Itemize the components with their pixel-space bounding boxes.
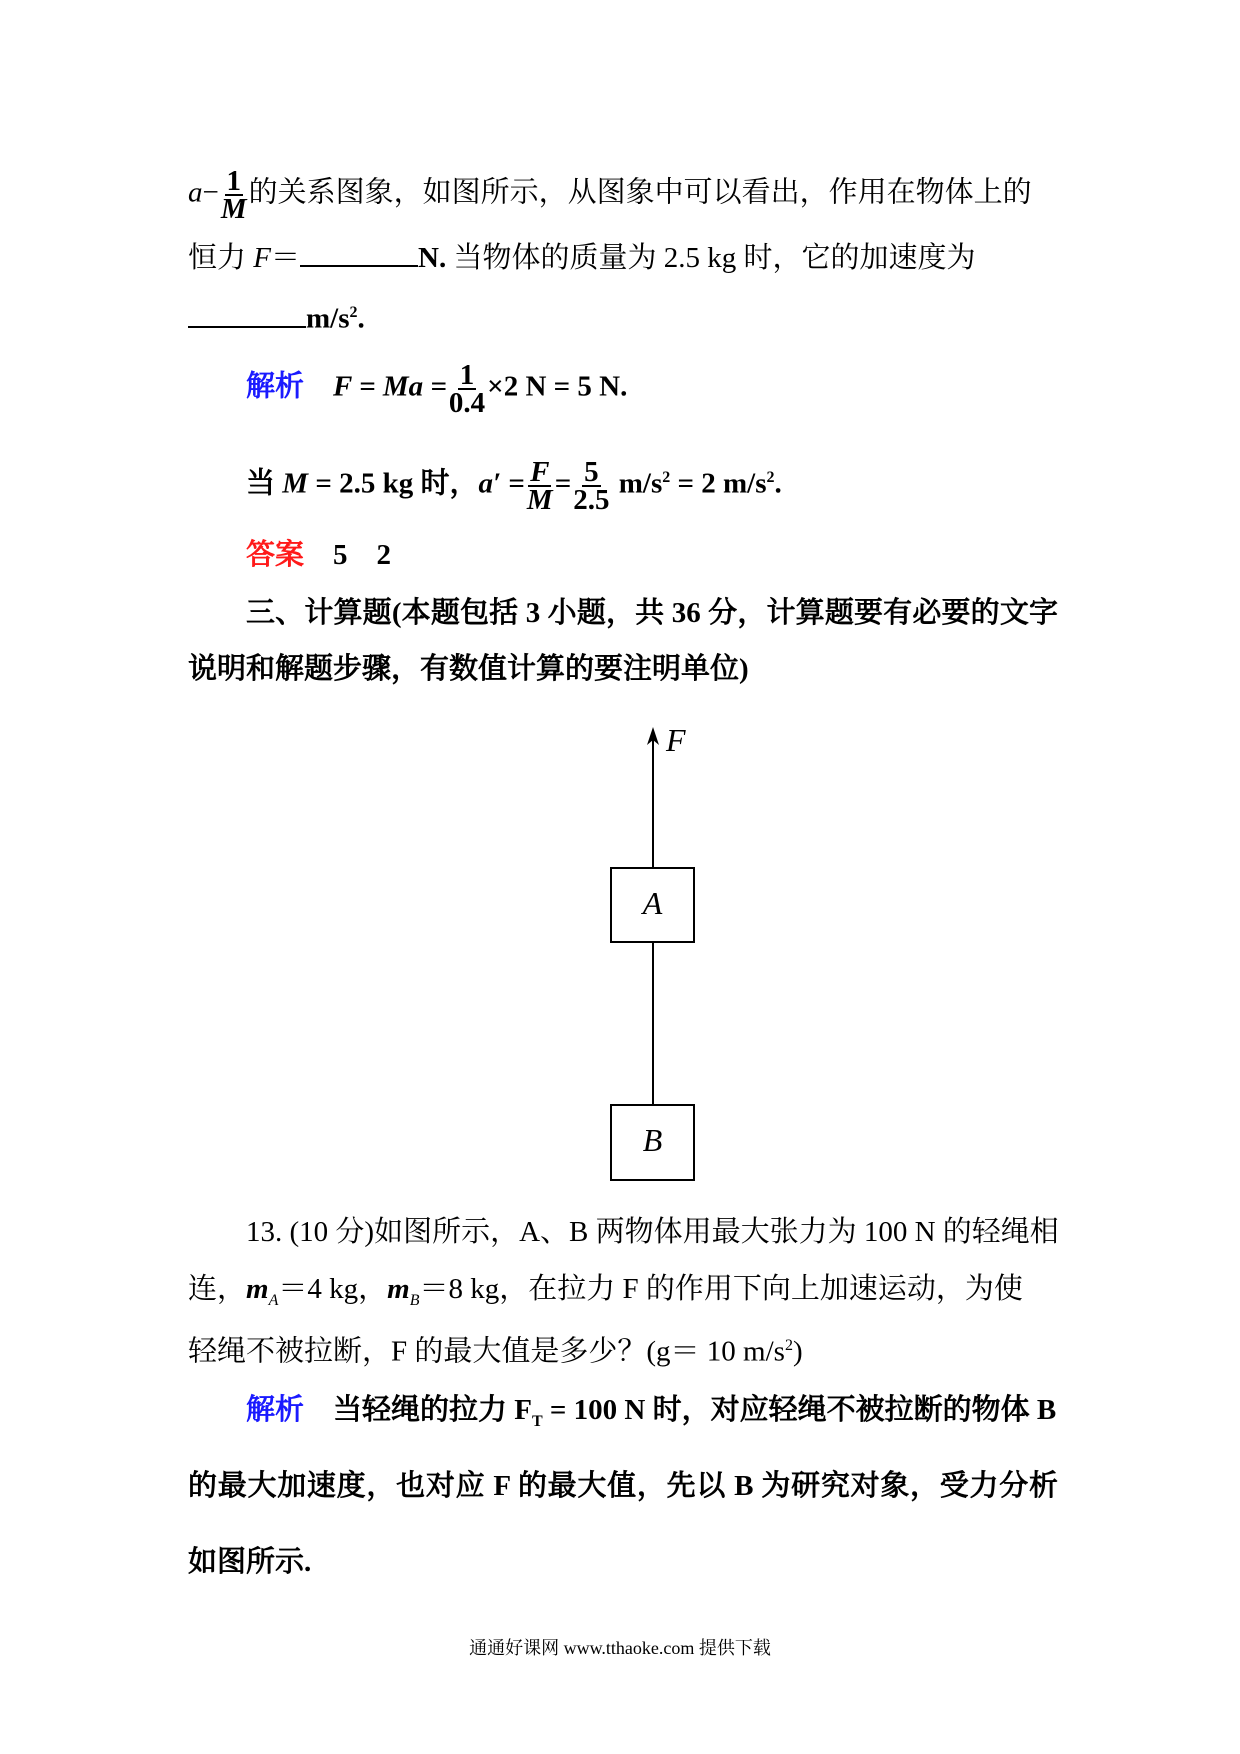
analysis-label: 解析 xyxy=(246,370,305,403)
analysis-label: 解析 xyxy=(246,1394,305,1426)
subscript: T xyxy=(531,1412,543,1430)
text: 的关系图象，如图所示，从图象中可以看出，作用在物体上的 xyxy=(248,176,1032,209)
force-label: F xyxy=(666,722,686,758)
text: 当物体的质量为 2.5 kg 时，它的加速度为 xyxy=(446,242,976,274)
section3-heading-1: 三、计算题(本题包括 3 小题，共 36 分，计算题要有必要的文字 xyxy=(246,597,1058,629)
q13-analysis-1 xyxy=(246,1390,1116,1442)
text: = 100 N 时，对应轻绳不被拉断的物体 B xyxy=(542,1394,1057,1426)
var-M: M xyxy=(282,467,309,500)
q13-analysis-2: 的最大加速度，也对应 F 的最大值，先以 B 为研究对象，受力分析 xyxy=(188,1470,1058,1502)
block-b-label: B xyxy=(642,1122,663,1158)
q13-analysis-3: 如图所示. xyxy=(188,1546,312,1578)
var-m: m xyxy=(246,1273,269,1305)
numerator: 1 xyxy=(459,359,475,391)
denominator: 2.5 xyxy=(573,484,610,516)
text: ＝8 kg，在拉力 F 的作用下向上加速运动，为使 xyxy=(419,1273,1023,1305)
answer-values: 5 2 xyxy=(333,539,392,571)
denominator: 0.4 xyxy=(448,387,486,419)
text: ) xyxy=(792,1335,803,1368)
equals: = xyxy=(501,467,525,500)
formula-lhs: F = Ma = xyxy=(333,370,447,403)
subscript: B xyxy=(409,1291,420,1309)
subscript: A xyxy=(268,1291,279,1309)
var-m: m xyxy=(387,1273,410,1305)
numerator: F xyxy=(530,456,550,488)
text: 当 xyxy=(246,467,283,500)
denominator: M xyxy=(526,484,553,516)
exponent: 2 xyxy=(766,469,775,486)
numerator: 1 xyxy=(226,165,241,197)
footer-source: 通通好课网 www.tthaoke.com 提供下载 xyxy=(469,1638,771,1658)
dash: − xyxy=(202,176,219,209)
exponent: 2 xyxy=(784,1337,793,1354)
equals: ＝ xyxy=(270,242,300,274)
exponent: 2 xyxy=(349,304,358,321)
text: = 2.5 kg 时， xyxy=(308,467,479,500)
answer-label: 答案 xyxy=(246,539,305,571)
text: 连， xyxy=(188,1273,247,1305)
q13-line-2 xyxy=(188,1269,1058,1321)
formula-rhs: ×2 N = 5 N. xyxy=(487,370,628,403)
text: ＝4 kg， xyxy=(278,1273,388,1305)
period: . xyxy=(357,302,365,335)
q13-line-3 xyxy=(188,1326,1058,1372)
denominator: M xyxy=(220,193,247,225)
text: 恒力 xyxy=(188,242,254,274)
var-a: a xyxy=(188,176,203,209)
section3-heading-2: 说明和解题步骤，有数值计算的要注明单位) xyxy=(188,653,749,685)
unit: m/s xyxy=(306,302,350,335)
var-a-prime: a′ xyxy=(478,467,502,500)
text: 当轻绳的拉力 F xyxy=(333,1394,532,1426)
unit: m/s xyxy=(611,467,663,500)
exponent: 2 xyxy=(662,469,671,486)
q13-line-1: 13. (10 分)如图所示，A、B 两物体用最大张力为 100 N 的轻绳相 xyxy=(246,1216,1059,1248)
block-a-label: A xyxy=(642,885,663,921)
var-F: F xyxy=(253,242,271,274)
result: = 2 m/s xyxy=(670,467,767,500)
unit: N. xyxy=(418,242,447,274)
numerator: 5 xyxy=(584,456,599,488)
equals: = xyxy=(554,467,572,500)
text: 轻绳不被拉断，F 的最大值是多少？(g＝ 10 m/s xyxy=(188,1335,785,1368)
period: . xyxy=(774,467,782,500)
